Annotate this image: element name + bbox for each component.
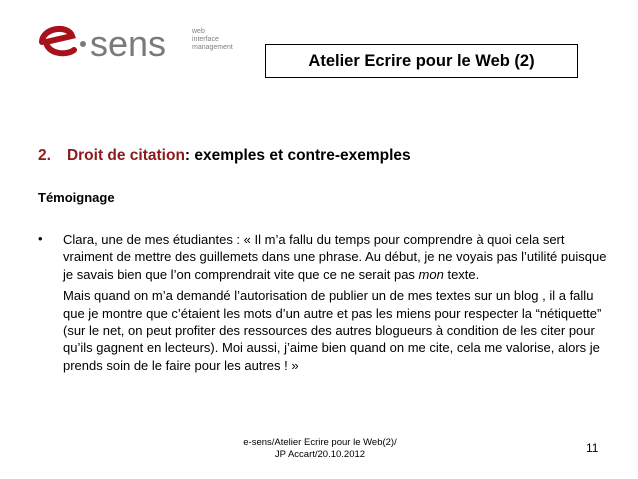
logo-tagline-line: web [192,28,205,35]
logo-tagline-line: interface [192,36,219,43]
paragraph-italic: mon [418,266,444,282]
paragraph: Mais quand on m’a demandé l’autorisation de publier un de mes textes sur un blog , il a fallu que je montre que c’étaient les mots d’un autre et pas les miens pour respecter la “nétiquette” (sur le net, on peut profiter des ressources des autres blogueurs à condition de les citer pour qu’ils gagnent en lecteurs). Moi aussi, j’aime bien quand on me cite, cela me valorise, alors je prends soin de le faire pour les autres ! » [63,288,602,373]
section-highlight: Droit de citation [66,147,185,164]
paragraph-text: texte. [443,266,480,282]
paragraph-text: Clara, une de mes étudiantes : « Il m’a fallu du temps pour comprendre à quoi cela sert vraiment de mettre des guillemets dans une phrase. Au début, je ne voyais pas l’utilité puisque je savais bien que l’on comprendrait vite que ce ne serait pas [63,232,607,282]
logo-tagline-line: management [192,44,233,51]
footer-line: JP Accart/20.10.2012 [274,449,366,460]
subheading: Témoignage [38,190,115,205]
page-number: 11 [586,441,599,455]
testimony-body [63,231,613,378]
svg-text:sens: sens [90,23,167,64]
footer-info [180,437,460,461]
esens-logo [38,16,258,66]
paragraph [63,231,613,283]
section-number: 2. [38,147,51,164]
section-rest: : exemples et contre-exemples [184,147,411,164]
section-heading [38,147,411,165]
logo-tagline [192,28,233,52]
slide-title: Atelier Ecrire pour le Web (2) [265,44,578,78]
esens-logo-mark [38,16,188,66]
bullet-marker: • [38,231,43,246]
footer-line: e-sens/Atelier Ecrire pour le Web(2)/ [243,437,397,448]
